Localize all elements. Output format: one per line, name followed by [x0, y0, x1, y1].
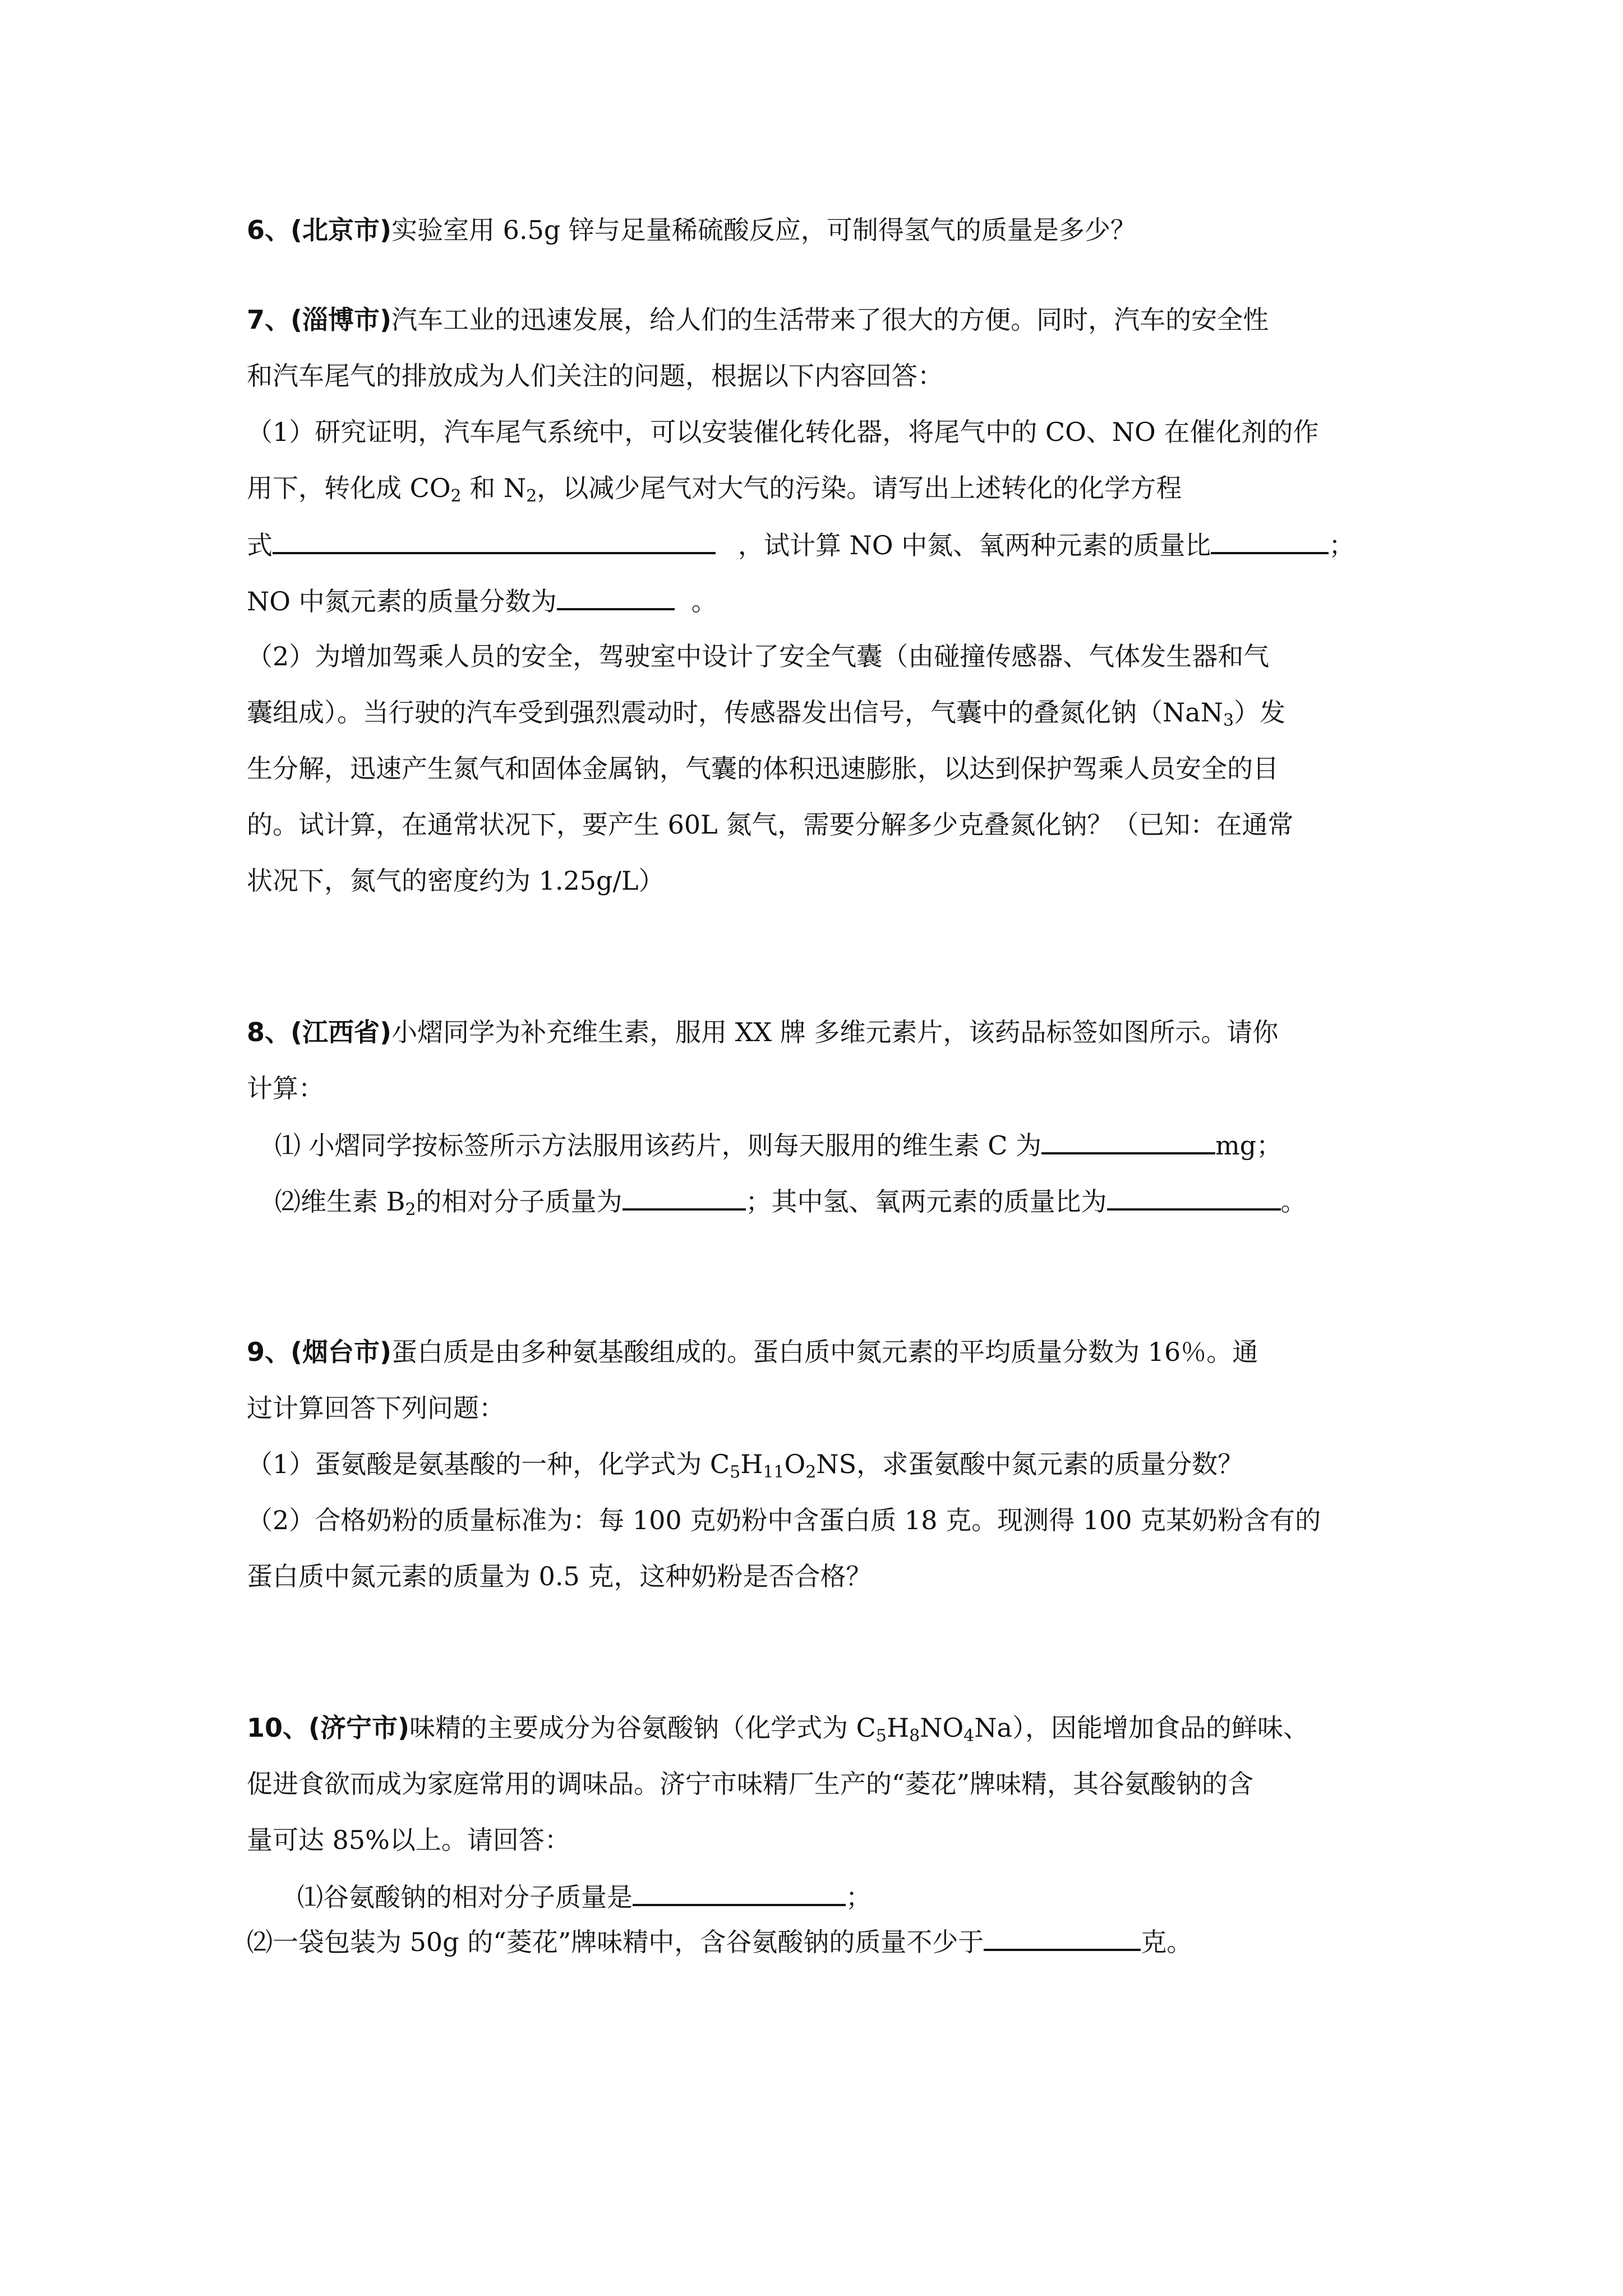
answer-blank-min-mass[interactable]: [984, 1924, 1141, 1951]
question-text: 实验室用 6.5g 锌与足量稀硫酸反应，可制得氢气的质量是多少？: [391, 215, 1136, 245]
question-9-line-5: 蛋白质中氮元素的质量为 0.5 克，这种奶粉是否合格？: [247, 1561, 872, 1591]
question-9-line-4: （2）合格奶粉的质量标准为：每 100 克奶粉中含蛋白质 18 克。现测得 100 克某奶粉含有的: [247, 1505, 1321, 1535]
answer-blank-glutamate-mass[interactable]: [633, 1879, 846, 1906]
question-10-line-5: [247, 1924, 1192, 1959]
question-10-line-4: [297, 1879, 872, 1914]
question-7-line-8: [247, 696, 1285, 729]
question-source: (淄博市): [291, 305, 392, 335]
subscript: 5: [875, 1726, 887, 1746]
text: ；: [846, 1882, 872, 1912]
answer-blank-mass-ratio-ho[interactable]: [1107, 1184, 1281, 1211]
text: 囊组成）。当行驶的汽车受到强烈震动时，传感器发出信号，气囊中的叠氮化钠（NaN: [247, 697, 1223, 728]
question-text: 汽车工业的迅速发展，给人们的生活带来了很大的方便。同时，汽车的安全性: [391, 305, 1269, 335]
question-text: 蛋白质是由多种氨基酸组成的。蛋白质中氮元素的平均质量分数为 16％。通: [391, 1337, 1258, 1367]
answer-blank-vitamin-c[interactable]: [1041, 1128, 1215, 1154]
question-7-line-3: （1）研究证明，汽车尾气系统中，可以安装催化转化器，将尾气中的 CO、NO 在催化剂的作: [247, 417, 1319, 447]
text: ⑵维生素 B: [275, 1186, 405, 1217]
question-number: 10、: [247, 1713, 309, 1743]
question-7-line-1: [247, 303, 1269, 337]
text: mg；: [1215, 1130, 1283, 1161]
question-source: (烟台市): [291, 1337, 392, 1367]
subscript: 11: [763, 1462, 785, 1482]
question-7-line-10: 的。试计算，在通常状况下，要产生 60L 氮气，需要分解多少克叠氮化钠？（已知：在通常: [247, 809, 1294, 840]
text: 。: [691, 586, 717, 616]
text: ⑴ 小熠同学按标签所示方法服用该药片，则每天服用的维生素 C 为: [275, 1130, 1042, 1161]
text: ）发: [1234, 697, 1286, 728]
question-7-line-2: 和汽车尾气的排放成为人们关注的问题，根据以下内容回答：: [247, 361, 943, 391]
question-6: [247, 213, 1136, 247]
answer-blank-molecular-mass[interactable]: [623, 1184, 746, 1211]
text: ⑵一袋包装为 50g 的“菱花”牌味精中，含谷氨酸钠的质量不少于: [247, 1927, 984, 1957]
question-text: 小熠同学为补充维生素，服用 XX 牌 多维元素片，该药品标签如图所示。请你: [391, 1017, 1279, 1047]
question-8-line-4: [275, 1184, 1307, 1218]
question-number: 8、: [247, 1017, 291, 1047]
text: 和 N: [461, 473, 527, 503]
text: NS，求蛋氨酸中氮元素的质量分数？: [816, 1449, 1244, 1479]
question-7-line-4: [247, 471, 1182, 505]
answer-blank-mass-ratio[interactable]: [1211, 527, 1329, 554]
question-7-line-5: [247, 527, 1354, 562]
subscript: 5: [730, 1462, 741, 1482]
subscript: 2: [526, 486, 537, 506]
text: 用下，转化成 CO: [247, 473, 451, 503]
subscript: 8: [909, 1726, 920, 1746]
question-10-line-1: [247, 1711, 1309, 1745]
question-9-line-2: 过计算回答下列问题：: [247, 1393, 505, 1423]
question-9-line-1: [247, 1335, 1258, 1369]
question-8-line-3: [275, 1128, 1282, 1162]
text: 的相对分子质量为: [416, 1186, 623, 1217]
question-source: (济宁市): [308, 1713, 410, 1743]
question-number: 6、: [247, 215, 291, 245]
text: ；: [1329, 530, 1355, 560]
text: H: [886, 1713, 910, 1743]
text: ⑴谷氨酸钠的相对分子质量是: [297, 1882, 633, 1912]
question-10-line-2: 促进食欲而成为家庭常用的调味品。济宁市味精厂生产的“菱花”牌味精，其谷氨酸钠的含: [247, 1769, 1254, 1799]
subscript: 4: [963, 1726, 975, 1746]
text: 。: [1280, 1186, 1307, 1217]
subscript: 2: [805, 1462, 817, 1482]
question-10-line-3: 量可达 85%以上。请回答：: [247, 1825, 570, 1855]
text: 式: [247, 530, 273, 560]
text: 克。: [1141, 1927, 1193, 1957]
text: NO 中氮元素的质量分数为: [247, 586, 557, 616]
question-9-line-3: [247, 1447, 1243, 1481]
text: ；其中氢、氧两元素的质量比为: [745, 1186, 1107, 1217]
subscript: 3: [1223, 711, 1234, 730]
text: H: [740, 1449, 763, 1479]
question-source: (北京市): [291, 215, 392, 245]
answer-blank-mass-fraction[interactable]: [557, 583, 675, 610]
question-number: 7、: [247, 305, 291, 335]
text: NO: [920, 1713, 964, 1743]
text: ，试计算 NO 中氮、氧两种元素的质量比: [738, 530, 1211, 560]
text: Na），因能增加食品的鲜味、: [974, 1713, 1309, 1743]
text: ，以减少尾气对大气的污染。请写出上述转化的化学方程: [537, 473, 1182, 503]
question-source: (江西省): [291, 1017, 392, 1047]
question-7-line-11: 状况下，氮气的密度约为 1.25g/L）: [247, 866, 665, 896]
text: （1）蛋氨酸是氨基酸的一种，化学式为 C: [247, 1449, 730, 1479]
question-number: 9、: [247, 1337, 291, 1367]
question-7-line-9: 生分解，迅速产生氮气和固体金属钠，气囊的体积迅速膨胀，以达到保护驾乘人员安全的目: [247, 753, 1279, 784]
question-7-line-6: [247, 583, 717, 618]
question-8-line-2: 计算：: [247, 1073, 324, 1103]
subscript: 2: [450, 486, 462, 506]
subscript: 2: [405, 1200, 416, 1220]
question-7-line-7: （2）为增加驾乘人员的安全，驾驶室中设计了安全气囊（由碰撞传感器、气体发生器和气: [247, 641, 1270, 671]
question-8-line-1: [247, 1015, 1278, 1049]
text: O: [784, 1449, 806, 1479]
text: 味精的主要成分为谷氨酸钠（化学式为 C: [409, 1713, 876, 1743]
answer-blank-equation[interactable]: [273, 527, 716, 554]
